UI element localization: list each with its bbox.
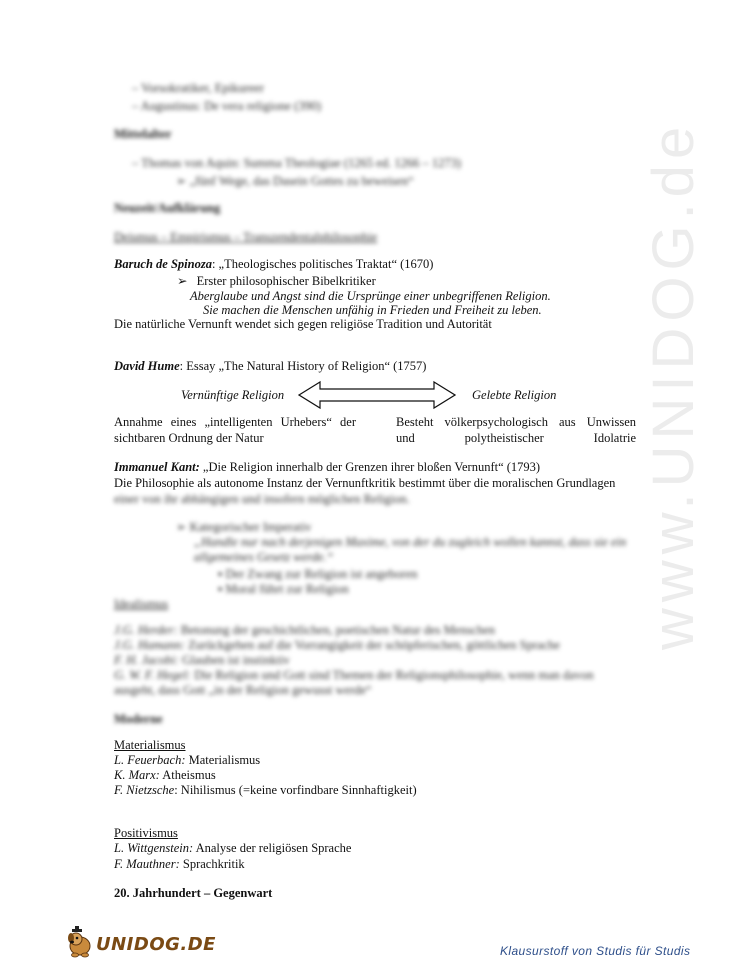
word: Besteht <box>396 415 434 429</box>
person-name: F. Mauthner: <box>114 857 180 871</box>
hume-name: David Hume <box>114 359 180 373</box>
word: völkerpsychologisch <box>444 415 548 429</box>
word: Annahme <box>114 415 163 429</box>
arrow-bullet-icon: ➢ <box>177 274 188 288</box>
hume-right-text-line-2 <box>396 431 636 446</box>
spinoza-work: : „Theologisches politisches Traktat“ (1670) <box>211 257 434 271</box>
dog-icon <box>66 926 96 960</box>
logo-text: UNIDOG.DE <box>96 934 216 955</box>
word: aus <box>559 415 576 429</box>
hume-left-text-line-1 <box>114 415 356 430</box>
blurred-line: ▪ Der Zwang zur Religion ist angeboren <box>218 567 418 581</box>
hume-left-label: Vernünftige Religion <box>181 388 285 402</box>
blurred-line: – Vorsokratiker, Epikureer <box>132 81 264 95</box>
spinoza-name: Baruch de Spinoza <box>114 257 212 271</box>
person-name: F. Nietzsche <box>114 783 175 797</box>
heading-moderne: Moderne <box>114 712 163 726</box>
blurred-line: G. W. F. Hegel: Die Religion und Gott sind Themen der Religionsphilosophie, wenn man davon <box>114 668 594 682</box>
heading-20-jahrhundert: 20. Jahrhundert – Gegenwart <box>114 886 273 900</box>
blurred-line: allgemeines Gesetz werde.“ <box>194 550 334 564</box>
spinoza-sub: Erster philosophischer Bibelkritiker <box>196 274 376 288</box>
spinoza-quote-2: Sie machen die Menschen unfähig in Frieden und Freiheit zu leben. <box>203 303 542 317</box>
person-text: Atheismus <box>159 768 216 782</box>
spinoza-quote-1: Aberglaube und Angst sind die Ursprünge einer unbegriffenen Religion. <box>190 289 551 303</box>
word: eines <box>170 415 197 429</box>
unidog-logo[interactable] <box>66 926 216 964</box>
hume-work: : Essay „The Natural History of Religion“ (1757) <box>179 359 427 373</box>
person-text: Sprachkritik <box>179 857 245 871</box>
positivismus-row <box>114 841 351 856</box>
word: Idolatrie <box>593 431 636 445</box>
hume-right-label: Gelebte Religion <box>472 388 557 402</box>
materialismus-row <box>114 768 216 783</box>
heading-mittelalter: Mittelalter <box>114 127 172 141</box>
person-name: L. Feuerbach: <box>114 753 186 767</box>
materialismus-row <box>114 783 417 798</box>
positivismus-row <box>114 857 245 872</box>
word: Unwissen <box>586 415 636 429</box>
blurred-line: ➢ Kategorischer Imperativ <box>176 520 312 534</box>
person-text: : Nihilismus (=keine vorfindbare Sinnhaftigkeit) <box>174 783 417 797</box>
heading-idealismus: Idealismus <box>114 597 169 611</box>
word: und <box>396 431 415 445</box>
blurred-line: – Thomas von Aquin: Summa Theologiae (1265 ed. 1266 – 1273) <box>132 156 462 170</box>
blurred-line: „Handle nur nach derjenigen Maxime, von der du zugleich wollen kannst, dass sie ein <box>194 535 627 549</box>
spinoza-summary: Die natürliche Vernunft wendet sich gegen religiöse Tradition und Autorität <box>114 317 492 331</box>
spinoza-title <box>114 257 433 272</box>
watermark: www.UNIDOG.de <box>641 120 706 650</box>
hume-right-text-line-1 <box>396 415 636 430</box>
person-text: Materialismus <box>185 753 261 767</box>
blurred-subheading: Deismus – Empirismus – Transzendentalphilosophie <box>114 230 378 244</box>
blurred-line: ausgeht, dass Gott „in der Religion gewusst werde“ <box>114 683 372 697</box>
heading-materialismus: Materialismus <box>114 738 186 752</box>
person-name: K. Marx: <box>114 768 160 782</box>
blurred-line: ▪ Moral führt zur Religion <box>218 582 349 596</box>
footer-slogan: Klausurstoff von Studis für Studis <box>500 944 691 958</box>
blurred-line: J.G. Hamann: Zurückgehen auf die Vorrangigkeit der schöpferischen, göttlichen Sprache <box>114 638 560 652</box>
heading-positivismus: Positivismus <box>114 826 178 840</box>
blurred-line: ➢ „fünf Wege, das Dasein Gottes zu beweisen“ <box>176 174 414 188</box>
word: polytheistischer <box>464 431 544 445</box>
double-arrow-icon <box>298 380 456 410</box>
blurred-line: J.G. Herder: Betonung der geschichtlichen, poetischen Natur des Menschen <box>114 623 496 637</box>
materialismus-row <box>114 753 260 768</box>
word: der <box>340 415 356 429</box>
kant-work: „Die Religion innerhalb der Grenzen ihrer bloßen Vernunft“ (1793) <box>199 460 541 474</box>
kant-name: Immanuel Kant: <box>114 460 200 474</box>
person-text: Analyse der religiösen Sprache <box>193 841 352 855</box>
hume-title <box>114 359 426 374</box>
kant-title <box>114 460 540 475</box>
blurred-line: F. H. Jacobi: Glauben ist instinktiv <box>114 653 290 667</box>
kant-line-2: Die Philosophie als autonome Instanz der Vernunftkritik bestimmt über die moralischen Grundlagen <box>114 476 616 490</box>
blurred-line: – Augustinus: De vera religione (390) <box>132 99 322 113</box>
word: Urhebers“ <box>280 415 332 429</box>
heading-neuzeit: Neuzeit/Aufklärung <box>114 201 221 215</box>
person-name: L. Wittgenstein: <box>114 841 194 855</box>
blurred-line: einer von ihr abhängigen und insofern möglichen Religion. <box>114 492 410 506</box>
spinoza-bullet-row <box>177 273 376 289</box>
hume-left-text-line-2: sichtbaren Ordnung der Natur <box>114 431 264 445</box>
word: „intelligenten <box>204 415 273 429</box>
